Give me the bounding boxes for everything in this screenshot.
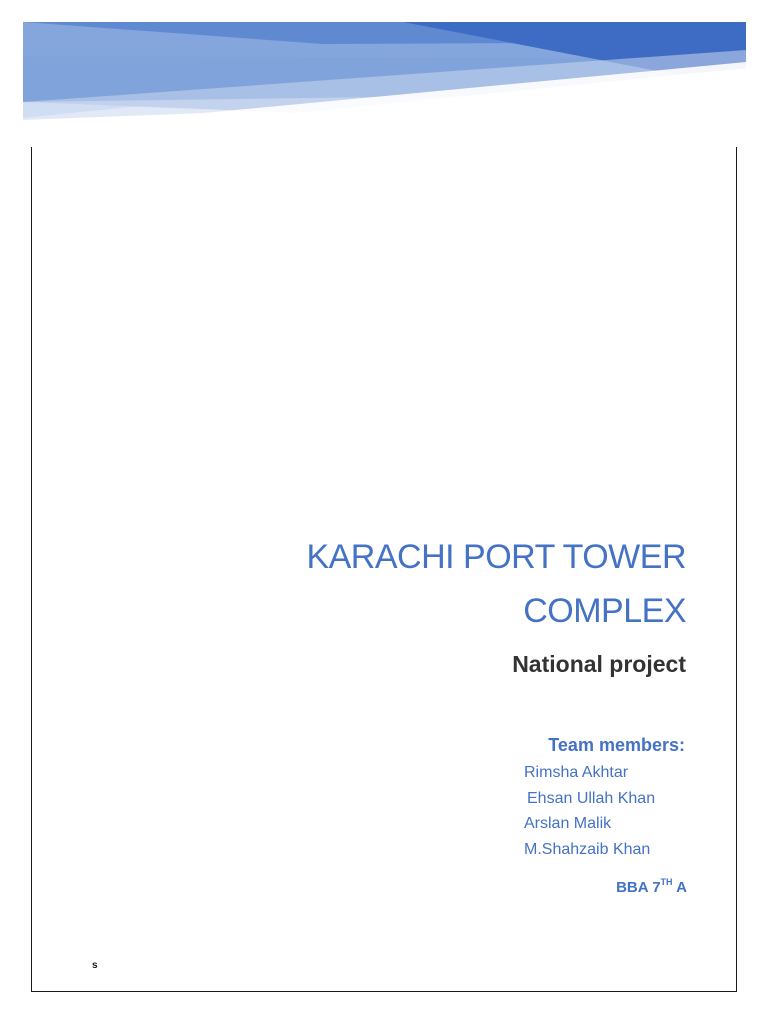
class-section: A bbox=[672, 879, 687, 896]
team-member: M.Shahzaib Khan bbox=[524, 840, 651, 858]
header-banner bbox=[23, 22, 746, 140]
banner-graphic bbox=[23, 22, 746, 140]
class-label bbox=[616, 878, 687, 898]
team-member: Arslan Malik bbox=[524, 815, 612, 832]
title-line-1: KARACHI PORT TOWER bbox=[306, 538, 686, 576]
class-main: BBA 7 bbox=[616, 879, 661, 896]
document-title bbox=[126, 530, 686, 638]
team-member-list bbox=[524, 760, 655, 862]
team-member: Ehsan Ullah Khan bbox=[527, 789, 656, 807]
team-heading: Team members: bbox=[548, 735, 685, 755]
team-member: Rimsha Akhtar bbox=[524, 764, 629, 781]
document-subtitle: National project bbox=[512, 651, 686, 677]
footer-mark: s bbox=[92, 960, 98, 971]
title-line-2: COMPLEX bbox=[523, 592, 686, 630]
class-superscript: TH bbox=[660, 877, 673, 887]
